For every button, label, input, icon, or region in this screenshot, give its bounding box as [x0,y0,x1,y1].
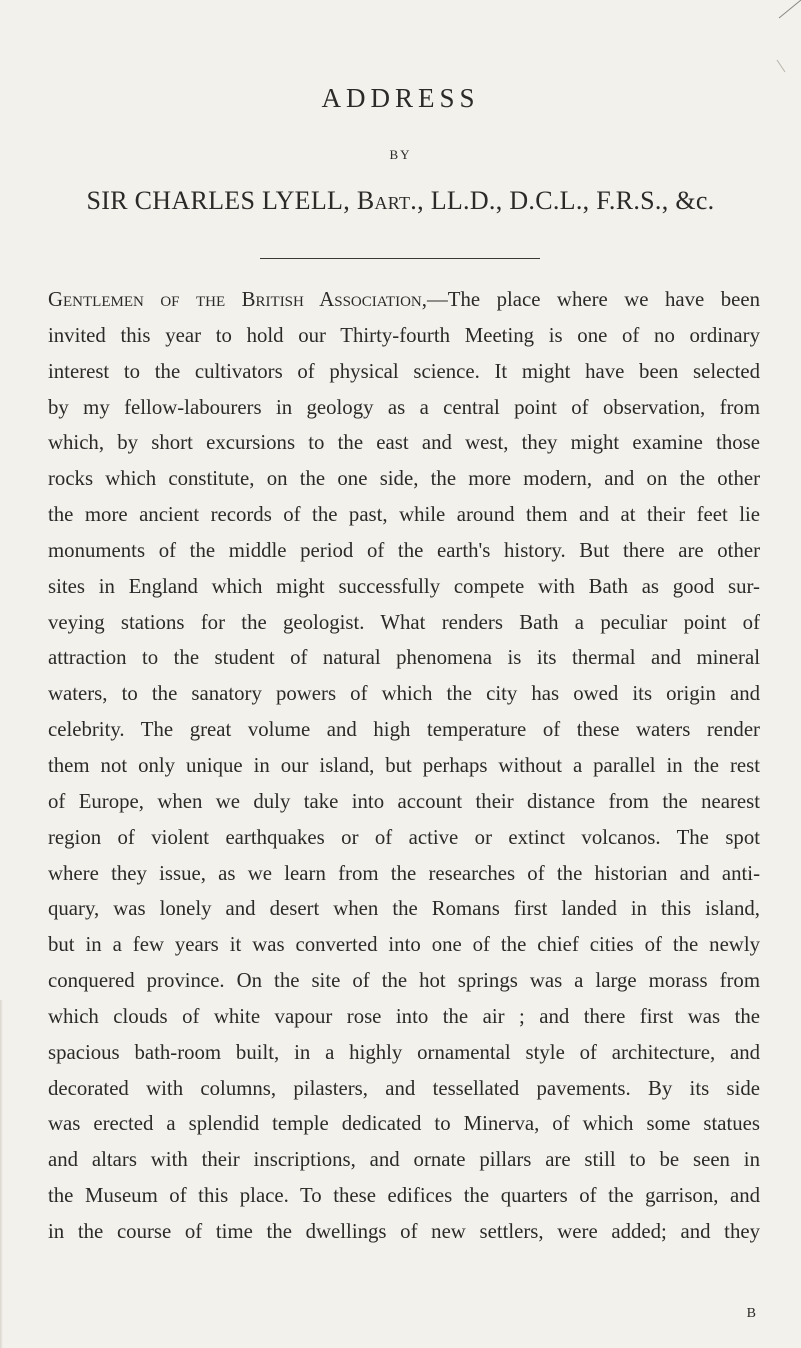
text-line: spacious bath-room built, in a highly ornamental style of architecture, and [48,1040,760,1064]
text-line: Gentlemen of the British Association,—The place where we have been [48,288,760,311]
text-line: monuments of the middle period of the earth's history. But there are other [48,538,760,562]
corner-fold-mark [771,0,801,80]
author-title-bart: Bart. [356,186,418,215]
text-line: the Museum of this place. To these edifices the quarters of the garrison, and [48,1184,760,1208]
text-line: which, by short excursions to the east and west, they might examine those [48,431,760,455]
text-line: conquered province. On the site of the hot springs was a large morass from [48,969,760,993]
text-line: which clouds of white vapour rose into the air ; and there first was the [48,1004,760,1028]
byline-label: BY [389,147,412,162]
title-divider [260,258,540,259]
address-body [48,282,760,1250]
text-line: was erected a splendid temple dedicated to Minerva, of which some statues [48,1112,760,1136]
text-line: veying stations for the geologist. What renders Bath a peculiar point of [48,610,760,634]
text-line: region of violent earthquakes or of active or extinct volcanos. The spot [48,825,760,849]
text-line: them not only unique in our island, but perhaps without a parallel in the rest [48,753,760,777]
text-line: but in a few years it was converted into one of the chief cities of the newly [48,933,760,957]
text-line: celebrity. The great volume and high temperature of these waters render [48,718,760,742]
document-heading: ADDRESS [321,83,480,113]
text-line: decorated with columns, pilasters, and tessellated pavements. By its side [48,1076,760,1100]
page-edge-shadow [0,1000,3,1348]
text-line: interest to the cultivators of physical science. It might have been selected [48,359,760,383]
text-line: of Europe, when we duly take into account their distance from the nearest [48,789,760,813]
signature-mark: B [746,1306,756,1321]
author-name: SIR CHARLES LYELL, Bart., LL.D., D.C.L., F.R.S., &c. [86,186,715,215]
salutation: Gentlemen of the British Association, [48,288,427,311]
text-line: invited this year to hold our Thirty-fourth Meeting is one of no ordinary [48,323,760,347]
text-line: where they issue, as we learn from the researches of the historian and anti- [48,861,760,885]
text-line: the more ancient records of the past, while around them and at their feet lie [48,503,760,527]
text-line: sites in England which might successfully compete with Bath as good sur- [48,574,760,598]
text-line: rocks which constitute, on the one side, the more modern, and on the other [48,467,760,491]
text-line: and altars with their inscriptions, and ornate pillars are still to be seen in [48,1148,760,1172]
text-line: waters, to the sanatory powers of which the city has owed its origin and [48,682,760,706]
text-line: by my fellow-labourers in geology as a central point of observation, from [48,395,760,419]
text-line: attraction to the student of natural phenomena is its thermal and mineral [48,646,760,670]
text-line: quary, was lonely and desert when the Romans first landed in this island, [48,897,760,921]
text-line: in the course of time the dwellings of new settlers, were added; and they [48,1219,760,1243]
